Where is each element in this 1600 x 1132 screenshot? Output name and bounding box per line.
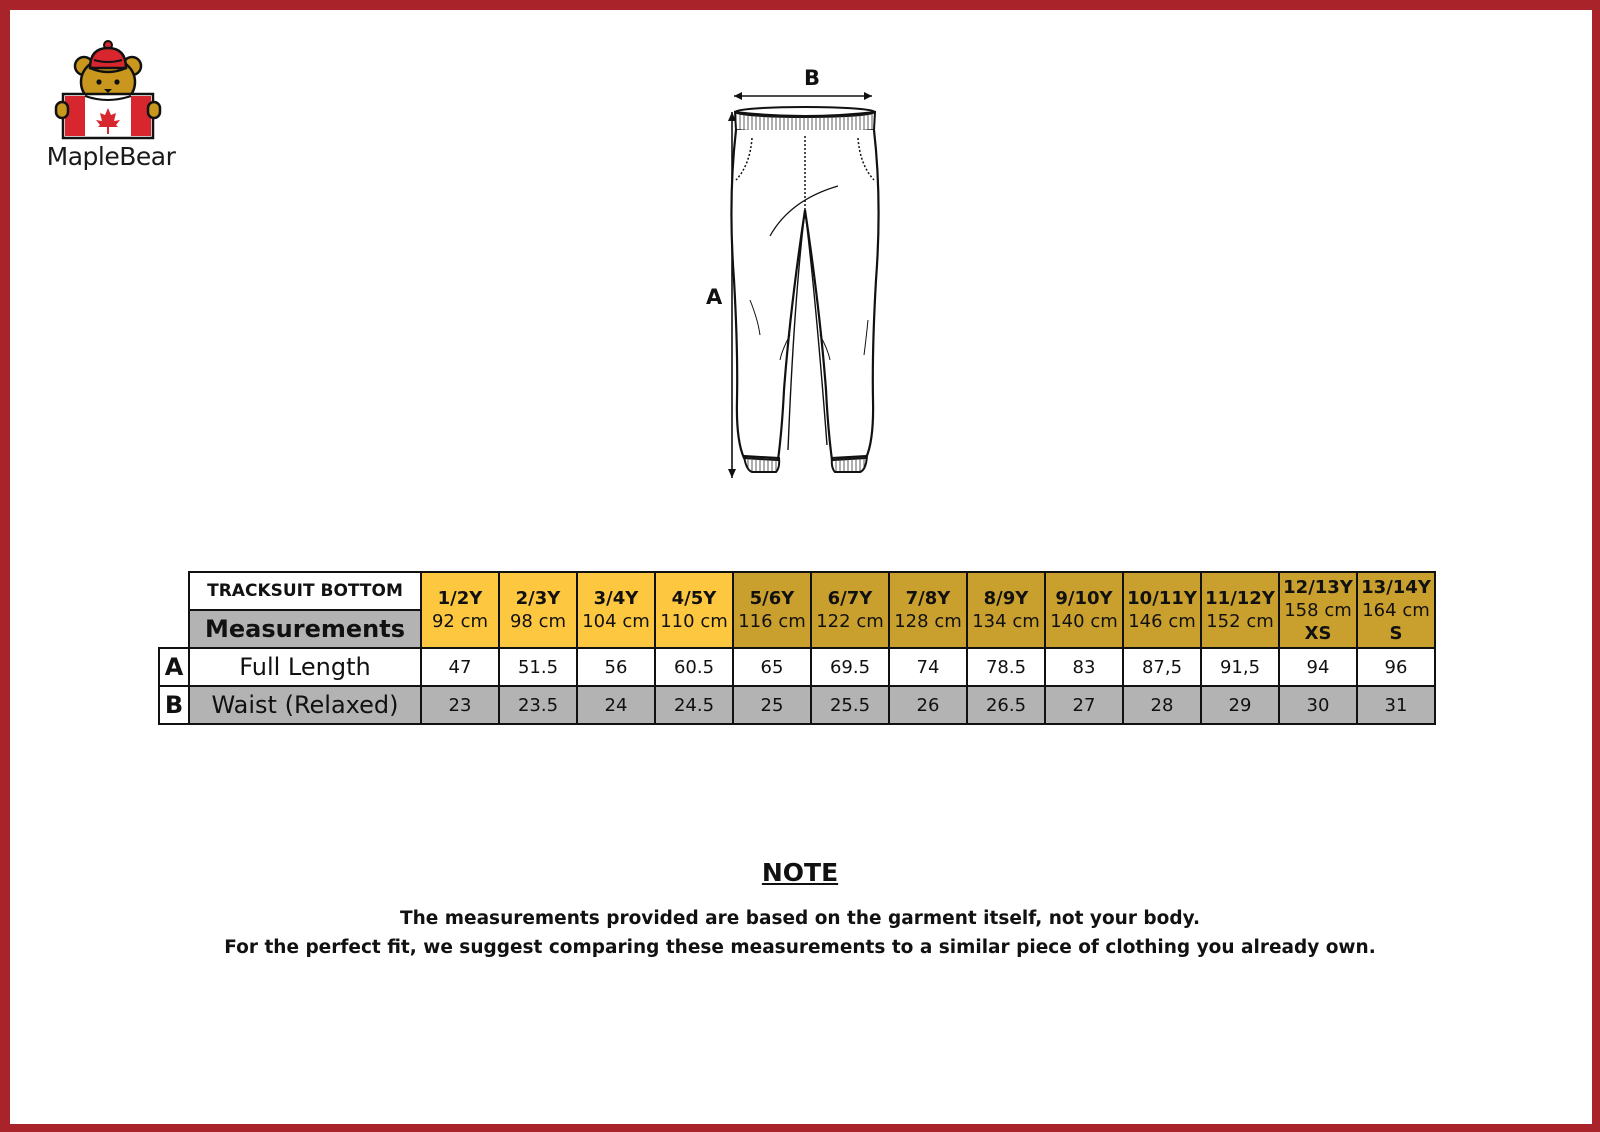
size-height: 158 cm bbox=[1284, 599, 1352, 621]
maplebear-logo bbox=[38, 38, 184, 178]
measurement-value: 30 bbox=[1279, 686, 1357, 724]
size-column-header bbox=[421, 572, 499, 648]
size-height: 152 cm bbox=[1206, 611, 1274, 632]
size-chart-table bbox=[158, 571, 1436, 725]
size-height: 116 cm bbox=[738, 611, 806, 632]
measurement-value: 51.5 bbox=[499, 648, 577, 686]
header-row-title bbox=[159, 572, 1435, 610]
dimension-label-a: A bbox=[706, 285, 723, 309]
measurement-value: 31 bbox=[1357, 686, 1435, 724]
tracksuit-bottom-sketch-icon bbox=[690, 60, 930, 500]
size-column-header bbox=[1357, 572, 1435, 648]
measurement-value: 56 bbox=[577, 648, 655, 686]
blank-cell bbox=[159, 572, 189, 610]
size-column-header bbox=[1279, 572, 1357, 648]
size-column-header bbox=[655, 572, 733, 648]
size-age: 1/2Y bbox=[437, 588, 483, 609]
measurement-value: 47 bbox=[421, 648, 499, 686]
size-age: 8/9Y bbox=[983, 588, 1029, 609]
measurement-value: 25 bbox=[733, 686, 811, 724]
table-title: TRACKSUIT BOTTOM bbox=[189, 572, 421, 610]
size-column-header bbox=[1045, 572, 1123, 648]
size-column-header bbox=[733, 572, 811, 648]
measurement-value: 25.5 bbox=[811, 686, 889, 724]
measurement-label: Full Length bbox=[189, 648, 421, 686]
measurement-value: 24.5 bbox=[655, 686, 733, 724]
note-line: The measurements provided are based on the garment itself, not your body. bbox=[399, 908, 1201, 929]
size-column-header bbox=[889, 572, 967, 648]
size-height: 140 cm bbox=[1050, 611, 1118, 632]
size-age: 2/3Y bbox=[515, 588, 561, 609]
note-title: NOTE bbox=[761, 858, 839, 887]
measurement-value: 26.5 bbox=[967, 686, 1045, 724]
size-height: 98 cm bbox=[509, 611, 567, 632]
measurement-value: 23.5 bbox=[499, 686, 577, 724]
measurement-letter: B bbox=[159, 686, 189, 724]
measurement-letter: A bbox=[159, 648, 189, 686]
size-height: 164 cm bbox=[1362, 599, 1430, 621]
size-height: 146 cm bbox=[1128, 611, 1196, 632]
size-age: 11/12Y bbox=[1205, 588, 1275, 609]
size-age: 7/8Y bbox=[905, 588, 951, 609]
size-column-header bbox=[499, 572, 577, 648]
measurement-value: 27 bbox=[1045, 686, 1123, 724]
size-height: 92 cm bbox=[431, 611, 489, 632]
measurement-value: 29 bbox=[1201, 686, 1279, 724]
measurement-value: 74 bbox=[889, 648, 967, 686]
size-height: 104 cm bbox=[582, 611, 650, 632]
size-age: 3/4Y bbox=[593, 588, 639, 609]
size-alpha: XS bbox=[1304, 622, 1332, 644]
size-age: 12/13Y bbox=[1283, 576, 1353, 598]
measurement-value: 23 bbox=[421, 686, 499, 724]
size-height: 122 cm bbox=[816, 611, 884, 632]
size-age: 9/10Y bbox=[1055, 588, 1113, 609]
size-height: 128 cm bbox=[894, 611, 962, 632]
measurement-value: 65 bbox=[733, 648, 811, 686]
size-column-header bbox=[1201, 572, 1279, 648]
table-subtitle: Measurements bbox=[189, 610, 421, 648]
size-column-header bbox=[811, 572, 889, 648]
size-age: 10/11Y bbox=[1127, 588, 1197, 609]
measurement-value: 24 bbox=[577, 686, 655, 724]
measurement-row bbox=[159, 686, 1435, 724]
measurement-value: 26 bbox=[889, 686, 967, 724]
dimension-label-b: B bbox=[804, 66, 821, 90]
size-column-header bbox=[1123, 572, 1201, 648]
size-age: 6/7Y bbox=[827, 588, 873, 609]
measurement-value: 60.5 bbox=[655, 648, 733, 686]
size-age: 13/14Y bbox=[1361, 576, 1431, 598]
bear-logo-icon bbox=[38, 38, 184, 142]
measurement-row bbox=[159, 648, 1435, 686]
size-height: 134 cm bbox=[972, 611, 1040, 632]
measurement-value: 96 bbox=[1357, 648, 1435, 686]
measurement-value: 87,5 bbox=[1123, 648, 1201, 686]
garment-diagram bbox=[690, 60, 930, 500]
note-line: For the perfect fit, we suggest comparing these measurements to a similar piece of clothing you already own. bbox=[224, 937, 1376, 958]
size-alpha: S bbox=[1389, 622, 1403, 644]
measurement-value: 91,5 bbox=[1201, 648, 1279, 686]
size-age: 5/6Y bbox=[749, 588, 795, 609]
measurement-label: Waist (Relaxed) bbox=[189, 686, 421, 724]
size-age: 4/5Y bbox=[671, 588, 717, 609]
brand-name: MapleBear bbox=[46, 142, 176, 171]
measurement-value: 28 bbox=[1123, 686, 1201, 724]
measurement-value: 78.5 bbox=[967, 648, 1045, 686]
measurement-value: 69.5 bbox=[811, 648, 889, 686]
measurement-value: 83 bbox=[1045, 648, 1123, 686]
size-column-header bbox=[967, 572, 1045, 648]
size-height: 110 cm bbox=[660, 611, 728, 632]
size-column-header bbox=[577, 572, 655, 648]
measurement-value: 94 bbox=[1279, 648, 1357, 686]
blank-cell bbox=[159, 610, 189, 648]
